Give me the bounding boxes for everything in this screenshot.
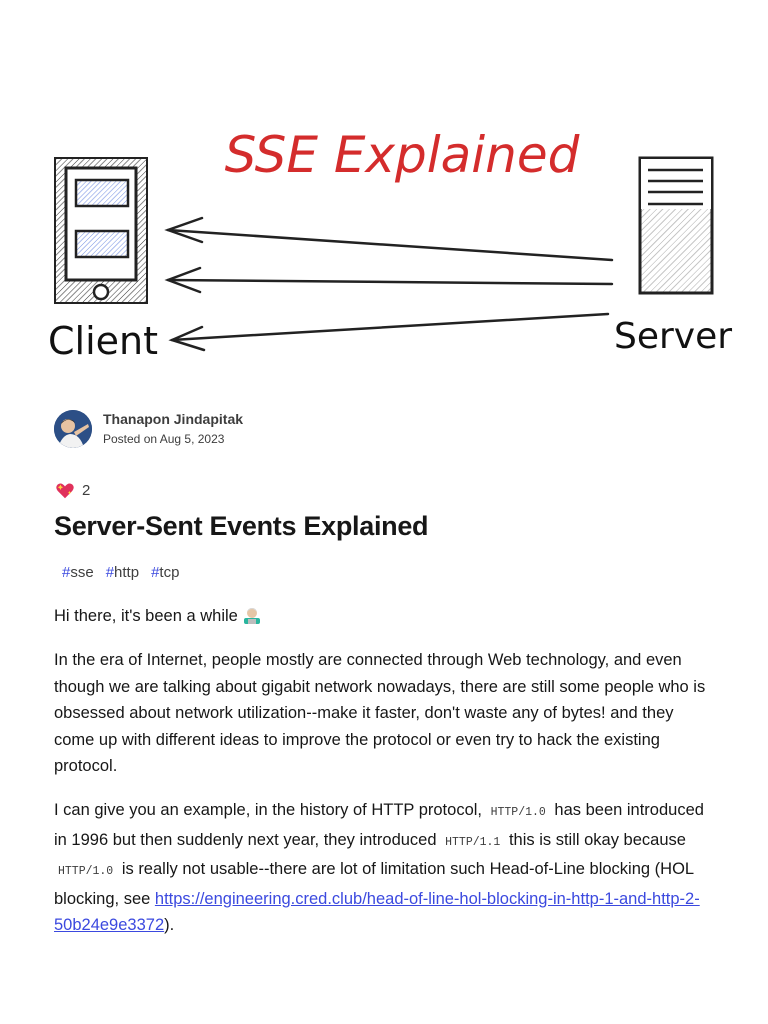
article-title: Server-Sent Events Explained xyxy=(54,511,429,541)
cover-title: SSE Explained xyxy=(224,126,580,184)
inline-code: HTTP/1.1 xyxy=(445,835,501,849)
paragraph-2: In the era of Internet, people mostly are connected through Web technology, and even though we are talking about gigabit network nowadays, there are still some people who is obsessed about network utilization--make it faster, don't waste any of bytes! and they come up with different ideas to improve the protocol or even try to hack the existing protocol. xyxy=(54,651,706,776)
inline-code: HTTP/1.0 xyxy=(490,806,546,820)
tag-tcp[interactable]: #tcp xyxy=(151,564,180,581)
cover-image xyxy=(0,0,768,384)
server-icon xyxy=(640,158,712,293)
client-device-icon xyxy=(55,158,147,303)
client-label: Client xyxy=(48,319,159,363)
reaction-count: 2 xyxy=(82,481,91,499)
server-label: Server xyxy=(614,316,733,357)
post-date: Posted on Aug 5, 2023 xyxy=(103,431,225,446)
sparkle-heart-icon xyxy=(54,479,76,501)
paragraph-3: I can give you an example, in the history of HTTP protocol, HTTP/1.0 has been introduced in 1996 but then suddenly next year, they introduced HTTP/1.1 this is still okay because HTTP/1.0 is really not usable--there are lot of limitation such Head-of-Line blocking (HOL blocking, see https://engineering.cred.club/head-of-line-hol-blocking-in-http-1-and-http-2-50b24e9e3372). xyxy=(54,801,704,935)
avatar[interactable] xyxy=(54,410,92,448)
hol-blocking-link[interactable]: https://engineering.cred.club/head-of-line-hol-blocking-in-http-1-and-http-2-50b24e9e3372 xyxy=(54,889,700,935)
author-block[interactable] xyxy=(54,410,243,448)
article-card xyxy=(36,384,732,1024)
author-name[interactable]: Thanapon Jindapitak xyxy=(103,410,244,427)
inline-code: HTTP/1.0 xyxy=(58,865,114,879)
event-arrows xyxy=(168,218,612,350)
paragraph-1: Hi there, it's been a while xyxy=(54,603,718,629)
reactions[interactable] xyxy=(54,479,90,501)
article-body xyxy=(54,603,718,956)
tag-list xyxy=(58,561,187,584)
tag-sse[interactable]: #sse xyxy=(62,564,94,581)
sse-diagram xyxy=(0,0,768,384)
tag-http[interactable]: #http xyxy=(105,564,140,581)
man-technologist-icon xyxy=(242,605,262,625)
